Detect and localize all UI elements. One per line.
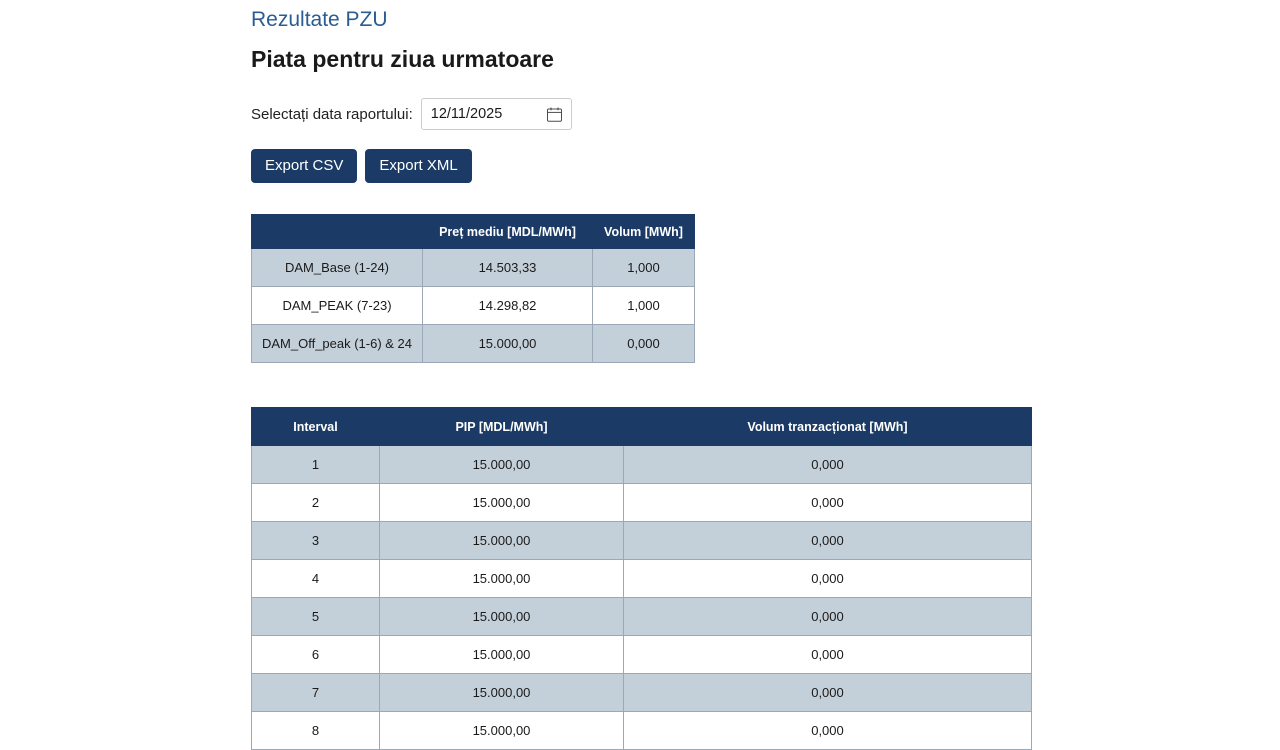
interval-cell-interval: 8 — [252, 712, 380, 750]
interval-cell-volume: 0,000 — [624, 560, 1032, 598]
summary-row-label: DAM_Off_peak (1-6) & 24 — [252, 325, 423, 363]
table-row — [252, 446, 1032, 484]
interval-cell-volume: 0,000 — [624, 598, 1032, 636]
summary-row-price: 14.503,33 — [423, 249, 593, 287]
report-date-value: 12/11/2025 — [430, 106, 503, 122]
interval-cell-pip: 15.000,00 — [380, 446, 624, 484]
interval-cell-volume: 0,000 — [624, 522, 1032, 560]
interval-header-pip: PIP [MDL/MWh] — [380, 408, 624, 446]
summary-row-volume: 1,000 — [593, 249, 695, 287]
table-row — [252, 674, 1032, 712]
interval-cell-pip: 15.000,00 — [380, 712, 624, 750]
summary-header-volume: Volum [MWh] — [593, 215, 695, 249]
interval-cell-interval: 1 — [252, 446, 380, 484]
report-date-input[interactable] — [421, 98, 572, 130]
export-button-row — [251, 149, 1280, 183]
interval-cell-volume: 0,000 — [624, 712, 1032, 750]
interval-header-volume: Volum tranzacționat [MWh] — [624, 408, 1032, 446]
interval-cell-volume: 0,000 — [624, 484, 1032, 522]
page-title: Piata pentru ziua urmatoare — [251, 46, 554, 72]
interval-table-header-row — [252, 408, 1032, 446]
summary-row-price: 15.000,00 — [423, 325, 593, 363]
table-row — [252, 287, 695, 325]
interval-cell-pip: 15.000,00 — [380, 522, 624, 560]
summary-header-label — [252, 215, 423, 249]
interval-cell-pip: 15.000,00 — [380, 636, 624, 674]
section-title: Rezultate PZU — [251, 8, 388, 31]
interval-cell-pip: 15.000,00 — [380, 674, 624, 712]
table-row — [252, 598, 1032, 636]
export-csv-button[interactable]: Export CSV — [251, 149, 357, 183]
table-row — [252, 249, 695, 287]
interval-cell-interval: 5 — [252, 598, 380, 636]
summary-row-price: 14.298,82 — [423, 287, 593, 325]
table-row — [252, 325, 695, 363]
table-row — [252, 484, 1032, 522]
interval-cell-interval: 4 — [252, 560, 380, 598]
export-xml-button[interactable]: Export XML — [365, 149, 471, 183]
table-row — [252, 712, 1032, 750]
table-row — [252, 560, 1032, 598]
summary-header-price: Preț mediu [MDL/MWh] — [423, 215, 593, 249]
interval-cell-pip: 15.000,00 — [380, 598, 624, 636]
interval-cell-volume: 0,000 — [624, 636, 1032, 674]
summary-table — [251, 214, 695, 363]
interval-cell-interval: 3 — [252, 522, 380, 560]
summary-row-volume: 1,000 — [593, 287, 695, 325]
summary-row-volume: 0,000 — [593, 325, 695, 363]
interval-cell-interval: 7 — [252, 674, 380, 712]
summary-row-label: DAM_PEAK (7-23) — [252, 287, 423, 325]
report-date-label: Selectați data raportului: — [251, 105, 413, 123]
table-row — [252, 522, 1032, 560]
interval-cell-interval: 2 — [252, 484, 380, 522]
summary-table-header-row — [252, 215, 695, 249]
interval-cell-interval: 6 — [252, 636, 380, 674]
interval-cell-pip: 15.000,00 — [380, 484, 624, 522]
summary-row-label: DAM_Base (1-24) — [252, 249, 423, 287]
interval-cell-pip: 15.000,00 — [380, 560, 624, 598]
table-row — [252, 636, 1032, 674]
calendar-icon[interactable] — [547, 107, 562, 122]
interval-header-interval: Interval — [252, 408, 380, 446]
report-date-row — [251, 98, 1280, 130]
interval-cell-volume: 0,000 — [624, 674, 1032, 712]
interval-table — [251, 407, 1032, 750]
interval-cell-volume: 0,000 — [624, 446, 1032, 484]
